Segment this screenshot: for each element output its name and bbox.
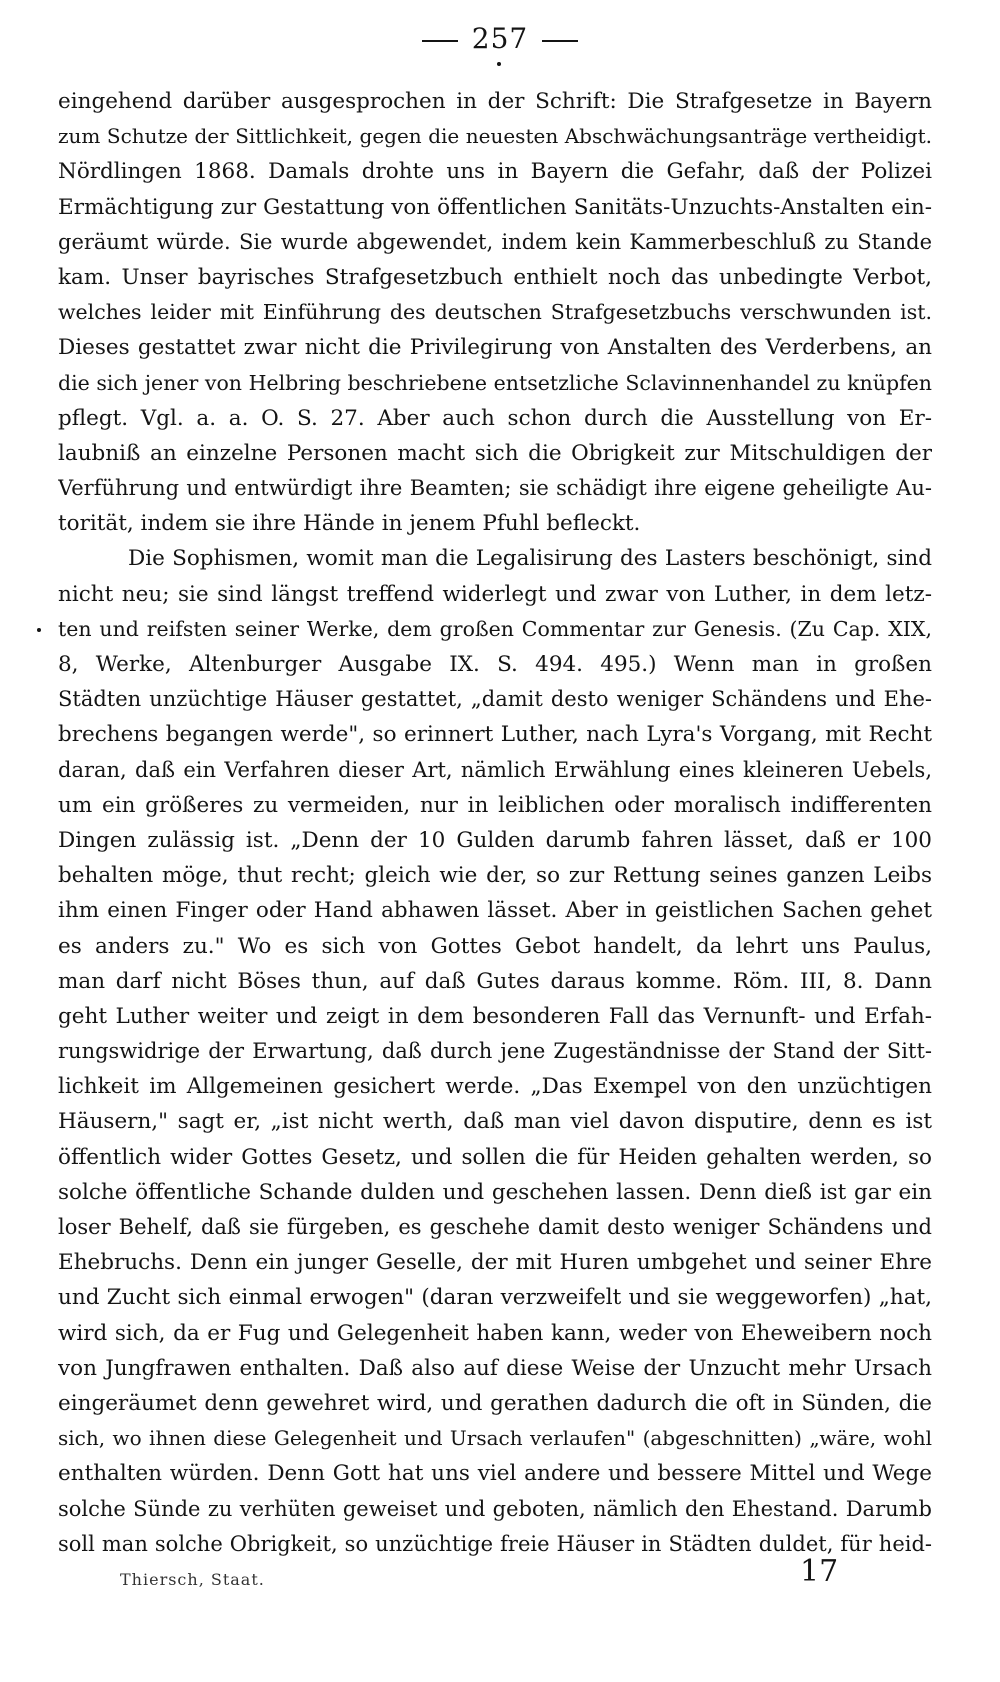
text-line: Ehebruchs. Denn ein junger Geselle, der mit Huren umbgehet und seiner Ehre [58, 1250, 932, 1276]
text-line: rungswidrige der Erwartung, daß durch jene Zugeständnisse der Stand der Sitt- [58, 1039, 932, 1064]
text-line: kam. Unser bayrisches Strafgesetzbuch enthielt noch das unbedingte Verbot, [58, 264, 932, 290]
footer-sheet-number: 17 [800, 1554, 839, 1589]
paragraph-1 [58, 84, 932, 541]
text-line: es anders zu." Wo es sich von Gottes Gebot handelt, da lehrt uns Paulus, [58, 933, 932, 959]
text-line: Häusern," sagt er, „ist nicht werth, daß man viel davon disputire, denn es ist [58, 1109, 932, 1135]
text-line: und Zucht sich einmal erwogen" (daran verzweifelt und sie weggeworfen) „hat, [58, 1285, 932, 1311]
print-speck [37, 628, 41, 632]
text-line: daran, daß ein Verfahren dieser Art, nämlich Erwählung eines kleineren Uebels, [58, 757, 932, 782]
footer-signature: Thiersch, Staat. [120, 1570, 265, 1589]
text-line: Städten unzüchtige Häuser gestattet, „damit desto weniger Schändens und Ehe- [58, 687, 932, 712]
header-dash-right [542, 40, 578, 42]
text-line: loser Behelf, daß sie fürgeben, es geschehe damit desto weniger Schändens und [58, 1215, 932, 1239]
text-line: 8, Werke, Altenburger Ausgabe IX. S. 494. 495.) Wenn man in großen [58, 652, 932, 677]
text-line: man darf nicht Böses thun, auf daß Gutes daraus komme. Röm. III, 8. Dann [58, 968, 932, 994]
body-text [58, 84, 932, 1562]
text-line: öffentlich wider Gottes Gesetz, und sollen die für Heiden gehalten werden, so [58, 1144, 932, 1170]
text-line: Ermächtigung zur Gestattung von öffentlichen Sanitäts-Unzuchts-Anstalten ein- [58, 194, 932, 220]
text-line: laubniß an einzelne Personen macht sich die Obrigkeit zur Mitschuldigen der [58, 440, 932, 466]
text-line: enthalten würden. Denn Gott hat uns viel andere und bessere Mittel und Wege [58, 1461, 932, 1487]
page-number: 257 [471, 22, 529, 55]
text-line: von Jungfrawen enthalten. Daß also auf diese Weise der Unzucht mehr Ursach [58, 1355, 932, 1381]
page-header [0, 22, 1000, 55]
text-line: wird sich, da er Fug und Gelegenheit haben kann, weder von Eheweibern noch [58, 1320, 932, 1346]
print-speck [497, 62, 501, 66]
text-line: Dieses gestattet zwar nicht die Privilegirung von Anstalten des Verderbens, an [58, 335, 932, 361]
text-line: torität, indem sie ihre Hände in jenem Pfuhl befleckt. [58, 511, 641, 537]
text-line: lichkeit im Allgemeinen gesichert werde. „Das Exempel von den unzüchtigen [58, 1074, 932, 1100]
text-line: solche Sünde zu verhüten geweiset und geboten, nämlich den Ehestand. Darumb [58, 1496, 932, 1521]
text-line: Die Sophismen, womit man die Legalisirung des Lasters beschönigt, sind [128, 546, 932, 572]
text-line: geht Luther weiter und zeigt in dem besonderen Fall das Vernunft- und Erfah- [58, 1003, 932, 1029]
text-line: welches leider mit Einführung des deutschen Strafgesetzbuchs verschwunden ist. [58, 300, 932, 325]
text-line: sich, wo ihnen diese Gelegenheit und Ursach verlaufen" (abgeschnitten) „wäre, wohl [58, 1426, 932, 1451]
text-line: Nördlingen 1868. Damals drohte uns in Bayern die Gefahr, daß der Polizei [58, 159, 932, 185]
text-line: behalten möge, thut recht; gleich wie der, so zur Rettung seines ganzen Leibs [58, 863, 932, 889]
text-line: ten und reifsten seiner Werke, dem großen Commentar zur Genesis. (Zu Cap. XIX, [58, 616, 932, 641]
text-line: soll man solche Obrigkeit, so unzüchtige freie Häuser in Städten duldet, für heid- [58, 1531, 932, 1556]
text-line: geräumt würde. Sie wurde abgewendet, indem kein Kammerbeschluß zu Stande [58, 229, 932, 254]
text-line: eingehend darüber ausgesprochen in der Schrift: Die Strafgesetze in Bayern [58, 89, 932, 114]
text-line: brechens begangen werde", so erinnert Luther, nach Lyra's Vorgang, mit Recht [58, 722, 932, 748]
text-line: Dingen zulässig ist. „Denn der 10 Gulden darumb fahren lässet, daß er 100 [58, 827, 932, 853]
text-line: Verführung und entwürdigt ihre Beamten; sie schädigt ihre eigene geheiligte Au- [58, 476, 932, 501]
text-line: um ein größeres zu vermeiden, nur in leiblichen oder moralisch indifferenten [58, 792, 932, 818]
text-line: die sich jener von Helbring beschriebene entsetzliche Sclavinnenhandel zu knüpfen [58, 370, 932, 395]
text-line: nicht neu; sie sind längst treffend widerlegt und zwar von Luther, in dem letz- [58, 581, 932, 607]
text-line: ihm einen Finger oder Hand abhawen lässet. Aber in geistlichen Sachen gehet [58, 898, 932, 924]
text-line: pflegt. Vgl. a. a. O. S. 27. Aber auch schon durch die Ausstellung von Er- [58, 405, 932, 431]
header-dash-left [422, 40, 458, 42]
text-line: zum Schutze der Sittlichkeit, gegen die neuesten Abschwächungsanträge vertheidigt. [58, 124, 932, 149]
text-line: eingeräumet denn gewehret wird, und gerathen dadurch die oft in Sünden, die [58, 1390, 932, 1416]
text-line: solche öffentliche Schande dulden und geschehen lassen. Denn dieß ist gar ein [58, 1179, 932, 1205]
paragraph-2 [58, 541, 932, 1561]
